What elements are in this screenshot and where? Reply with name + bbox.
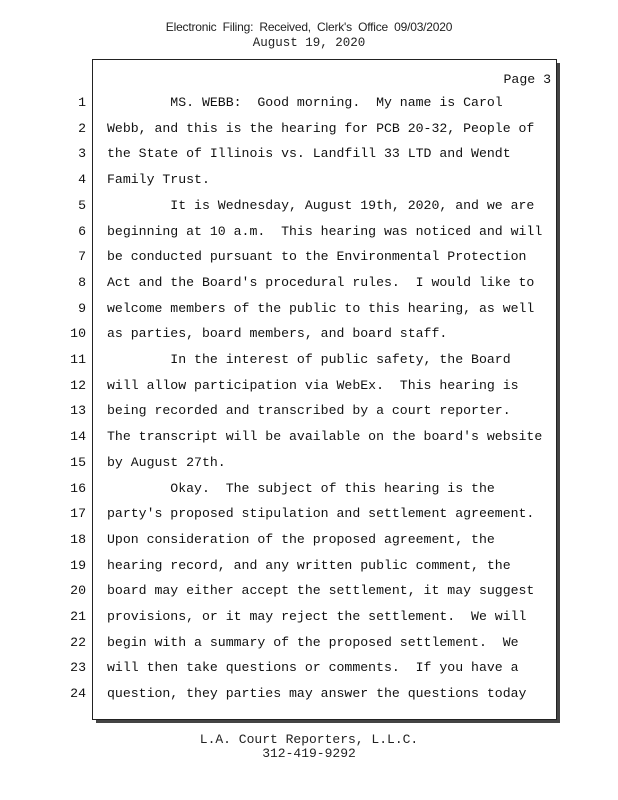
line-number: 8 — [78, 274, 86, 290]
line-number: 7 — [78, 249, 86, 265]
transcript-line: board may either accept the settlement, it may suggest — [107, 583, 535, 599]
line-number: 9 — [78, 300, 86, 316]
transcript-line: begin with a summary of the proposed settlement. We — [107, 634, 519, 650]
transcript-line: beginning at 10 a.m. This hearing was noticed and will — [107, 223, 543, 239]
transcript-line: will allow participation via WebEx. This hearing is — [107, 377, 519, 393]
transcript-line: The transcript will be available on the board's website — [107, 429, 543, 445]
line-number: 6 — [78, 223, 86, 239]
line-number: 14 — [70, 429, 86, 445]
transcript-line: by August 27th. — [107, 454, 226, 470]
transcript-line: In the interest of public safety, the Board — [107, 352, 511, 367]
transcript-line: party's proposed stipulation and settlement agreement. — [107, 506, 535, 522]
transcript-line: being recorded and transcribed by a court reporter. — [107, 403, 511, 419]
transcript-line: Okay. The subject of this hearing is the — [107, 480, 495, 496]
transcript-line: hearing record, and any written public comment, the — [107, 557, 511, 573]
line-number: 19 — [70, 557, 86, 573]
transcript-line: Act and the Board's procedural rules. I would like to — [107, 274, 535, 290]
line-number: 10 — [70, 326, 86, 342]
footer — [0, 733, 618, 761]
line-number: 20 — [70, 583, 86, 599]
transcript-line: the State of Illinois vs. Landfill 33 LTD and Wendt — [107, 146, 511, 162]
line-number: 4 — [78, 172, 86, 188]
transcript-line: Webb, and this is the hearing for PCB 20-32, People of — [107, 120, 535, 136]
transcript-line: welcome members of the public to this hearing, as well — [107, 300, 535, 316]
line-number: 22 — [70, 634, 86, 650]
line-number: 24 — [70, 686, 86, 702]
line-number: 13 — [70, 403, 86, 419]
transcript-line: question, they parties may answer the questions today — [107, 686, 527, 702]
transcript-line: Family Trust. — [107, 172, 210, 188]
page-number: Page 3 — [503, 72, 551, 87]
transcript-line: Upon consideration of the proposed agreement, the — [107, 531, 495, 547]
transcript-line: MS. WEBB: Good morning. My name is Carol — [107, 95, 503, 110]
line-number: 11 — [70, 352, 86, 367]
line-number: 23 — [70, 660, 86, 676]
transcript-line: be conducted pursuant to the Environmental Protection — [107, 249, 527, 265]
line-number: 1 — [78, 95, 86, 110]
line-number: 18 — [70, 531, 86, 547]
line-number: 17 — [70, 506, 86, 522]
transcript-line: as parties, board members, and board staff. — [107, 326, 448, 342]
transcript-line: will then take questions or comments. If you have a — [107, 660, 519, 676]
filing-stamp: Electronic Filing: Received, Clerk's Office 09/03/2020 — [165, 20, 453, 34]
transcript-date: August 19, 2020 — [252, 36, 366, 50]
line-number: 15 — [70, 454, 86, 470]
line-number: 12 — [70, 377, 86, 393]
transcript-line: provisions, or it may reject the settlement. We will — [107, 609, 527, 624]
line-number: 2 — [78, 120, 86, 136]
reporter-phone: 312-419-9292 — [262, 746, 356, 761]
line-number: 3 — [78, 146, 86, 162]
line-number: 5 — [78, 197, 86, 213]
reporter-company: L.A. Court Reporters, L.L.C. — [199, 732, 419, 747]
transcript-line: It is Wednesday, August 19th, 2020, and we are — [107, 197, 535, 213]
line-number: 21 — [70, 609, 86, 624]
line-number: 16 — [70, 480, 86, 496]
